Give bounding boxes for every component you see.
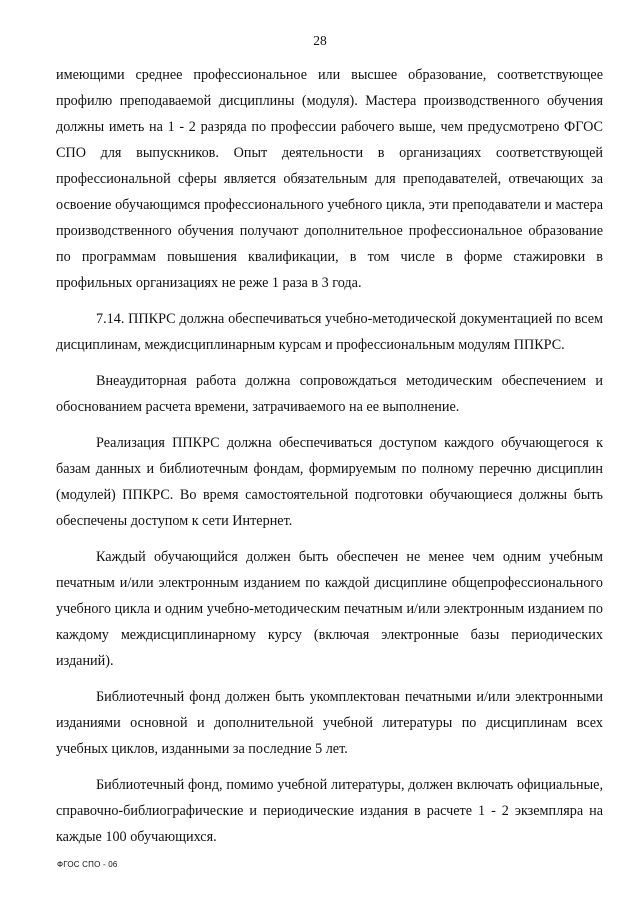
paragraph-continuation: имеющими среднее профессиональное или высшее образование, соответствующее профилю преподаваемой дисциплины (модуля). Мастера производственного обучения должны иметь на 1 - 2 разряда по профессии рабочего выше, чем предусмотрено ФГОС СПО для выпускников. Опыт деятельности в организациях соответствующей профессиональной сферы является обязательным для преподавателей, отвечающих за освоение обучающимся профессионального учебного цикла, эти преподаватели и мастера производственного обучения получают дополнительное профессиональное образование по программам повышения квалификации, в том числе в форме стажировки в профильных организациях не реже 1 раза в 3 года. — [56, 67, 603, 291]
footer-label: ФГОС СПО - 06 — [57, 860, 118, 869]
paragraph-7-14: 7.14. ППКРС должна обеспечиваться учебно-методической документацией по всем дисциплинам, междисциплинарным курсам и профессиональным модулям ППКРС. — [56, 311, 603, 353]
paragraph-library-periodicals: Библиотечный фонд, помимо учебной литературы, должен включать официальные, справочно-библиографические и периодические издания в расчете 1 - 2 экземпляра на каждые 100 обучающихся. — [56, 777, 603, 845]
paragraph-database-access: Реализация ППКРС должна обеспечиваться доступом каждого обучающегося к базам данных и библиотечным фондам, формируемым по полному перечню дисциплин (модулей) ППКРС. Во время самостоятельной подготовки обучающиеся должны быть обеспечены доступом к сети Интернет. — [56, 435, 603, 529]
paragraph-student-provision: Каждый обучающийся должен быть обеспечен не менее чем одним учебным печатным и/или электронным изданием по каждой дисциплине общепрофессионального учебного цикла и одним учебно-методическим печатным и/или электронным изданием по каждому междисциплинарному курсу (включая электронные базы периодических изданий). — [56, 549, 603, 669]
paragraph-library-fund: Библиотечный фонд должен быть укомплектован печатными и/или электронными изданиями основной и дополнительной учебной литературы по дисциплинам всех учебных циклов, изданными за последние 5 лет. — [56, 689, 603, 757]
document-body — [56, 62, 603, 860]
page-number: 28 — [313, 33, 327, 48]
paragraph-extracurricular: Внеаудиторная работа должна сопровождаться методическим обеспечением и обоснованием расчета времени, затрачиваемого на ее выполнение. — [56, 373, 603, 415]
